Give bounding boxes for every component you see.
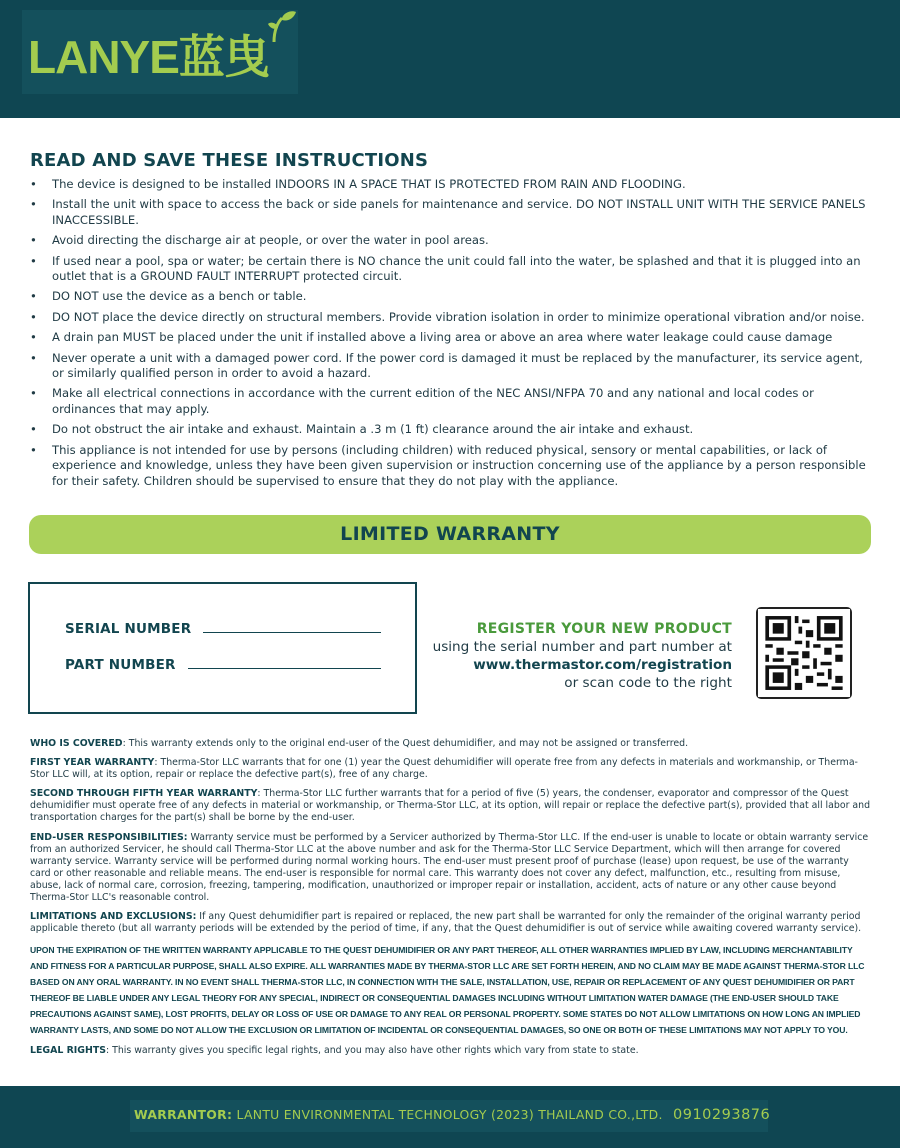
term-end-user: END-USER RESPONSIBILITIES: Warranty service must be performed by a Servicer authorized by Therma-Stor LLC. If the end-user is unable to locate or obtain warranty service from an authorized Servicer, he should call Therma-Stor LLC at the above number and ask for the Therma-Stor LLC Service Department, which will then arrange for covered warranty service. Warranty service will be performed during normal working hours. The end-user must present proof of purchase (lease) upon request, be use of the warranty card or other reasonable and reliable means. The end-user is responsible for normal care. This warranty does not cover any defect, malfunction, etc., resulting from misuse, abuse, lack of normal care, corrosion, freezing, tampering, modification, unauthorized or improper repair or installation, accident, acts of nature or any other cause beyond Therma-Stor LLC's reasonable control. <box>30 831 869 904</box>
list-item: • The device is designed to be installed INDOORS IN A SPACE THAT IS PROTECTED FROM RAIN AND FLOODING. <box>30 177 875 192</box>
qr-code-icon <box>758 609 850 697</box>
list-item: • Do not obstruct the air intake and exhaust. Maintain a .3 m (1 ft) clearance around the air intake and exhaust. <box>30 422 875 437</box>
logo-text: LANYE <box>28 31 179 83</box>
register-line-3: or scan code to the right <box>564 675 732 691</box>
part-number-blank[interactable] <box>188 659 381 669</box>
register-title: REGISTER YOUR NEW PRODUCT <box>476 621 732 637</box>
brand-logo <box>22 10 298 94</box>
leaf-icon <box>268 10 298 44</box>
serial-number-label: SERIAL NUMBER <box>65 621 192 637</box>
logo-wordmark <box>28 31 269 83</box>
warranty-terms <box>30 738 872 1064</box>
register-line-1: using the serial number and part number at <box>432 639 732 655</box>
warrantor-line <box>134 1107 770 1123</box>
list-item: • DO NOT use the device as a bench or table. <box>30 289 875 304</box>
list-item: • This appliance is not intended for use by persons (including children) with reduced physical, sensory or mental capabilities, or lack of experience and knowledge, unless they have been given supervision or instruction concerning use of the appliance by a person responsible for their safety. Children should be supervised to ensure that they do not play with the appliance. <box>30 443 875 489</box>
term-first-year: FIRST YEAR WARRANTY: Therma-Stor LLC warrants that for one (1) year the Quest dehumidifier will operate free from any defects in materials and workmanship, or Therma-Stor LLC will, at its option, repair or replace the defective part(s), free of any charge. <box>30 757 858 781</box>
warrantor-company: LANTU ENVIRONMENTAL TECHNOLOGY (2023) THAILAND CO.,LTD. <box>236 1107 663 1122</box>
list-item: • A drain pan MUST be placed under the unit if installed above a living area or above an area where water leakage could cause damage <box>30 330 875 345</box>
list-item: • Never operate a unit with a damaged power cord. If the power cord is damaged it must be replaced by the manufacturer, its service agent, or similarly qualified person in order to avoid a hazard. <box>30 351 875 382</box>
instructions-list <box>30 177 875 494</box>
serial-number-field[interactable] <box>65 621 381 637</box>
term-disclaimer: UPON THE EXPIRATION OF THE WRITTEN WARRANTY APPLICABLE TO THE QUEST DEHUMIDIFIER OR ANY PART THEREOF, ALL OTHER WARRANTIES IMPLIED BY LAW, INCLUDING MERCHANTABILITY AND FITNESS FOR A PARTICULAR PURPOSE, SHALL ALSO EXPIRE. ALL WARRANTIES MADE BY THERMA-STOR LLC ARE SET FORTH HEREIN, AND NO CLAIM MAY BE MADE AGAINST THERMA-STOR LLC BASED ON ANY ORAL WARRANTY. IN NO EVENT SHALL THERMA-STOR LLC, IN CONNECTION WITH THE SALE, INSTALLATION, USE, REPAIR OR REPLACEMENT OF ANY QUEST DEHUMIDIFIER OR PART THEREOF BE LIABLE UNDER ANY LEGAL THEORY FOR ANY SPECIAL, INDIRECT OR CONSEQUENTIAL DAMAGES INCLUDING WITHOUT LIMITATION WATER DAMAGE (THE END-USER SHOULD TAKE PRECAUTIONS AGAINST SAME), LOST PROFITS, DELAY OR LOSS OF USE OR DAMAGE TO ANY REAL OR PERSONAL PROPERTY. SOME STATES DO NOT ALLOW LIMITATIONS ON HOW LONG AN IMPLIED WARRANTY LASTS, AND SOME DO NOT ALLOW THE EXCLUSION OR LIMITATION OF INCIDENTAL OR CONSEQUENTIAL DAMAGES, SO ONE OR BOTH OF THESE LIMITATIONS MAY NOT APPLY TO YOU. <box>30 945 865 1036</box>
term-legal-rights: LEGAL RIGHTS: This warranty gives you specific legal rights, and you may also have other rights which vary from state to state. <box>30 1045 639 1057</box>
list-item: • Install the unit with space to access the back or side panels for maintenance and service. DO NOT INSTALL UNIT WITH THE SERVICE PANELS INACCESSIBLE. <box>30 197 875 228</box>
list-item: • Make all electrical connections in accordance with the current edition of the NEC ANSI/NFPA 70 and any national and local codes or ordinances that may apply. <box>30 386 875 417</box>
qr-code[interactable] <box>756 607 852 699</box>
term-limitations: LIMITATIONS AND EXCLUSIONS: If any Quest dehumidifier part is repaired or replaced, the new part shall be warranted for only the remainder of the original warranty period applicable thereto (but all warranty periods will be extended by the period of time, if any, that the Quest dehumidifier is out of service while awaiting covered warranty service). <box>30 911 862 935</box>
part-number-label: PART NUMBER <box>65 657 176 673</box>
term-who-covered: WHO IS COVERED: This warranty extends only to the original end-user of the Quest dehumidifier, and may not be assigned or transferred. <box>30 738 689 749</box>
warrantor-box <box>130 1100 771 1132</box>
list-item: • DO NOT place the device directly on structural members. Provide vibration isolation in order to minimize operational vibration and/or noise. <box>30 310 875 325</box>
register-url-link[interactable]: www.thermastor.com/registration <box>473 657 732 673</box>
term-second-fifth-year: SECOND THROUGH FIFTH YEAR WARRANTY: Therma-Stor LLC further warrants that for a period of five (5) years, the condenser, evaporator and compressor of the Quest dehumidifier must operate free of any defects in material or workmanship, or Therma-Stor LLC, at its option, will repair or replace the defective part(s), provided that all labor and transportation charges for the part(s) shall be borne by the end-user. <box>30 788 871 824</box>
serial-number-box <box>28 582 417 714</box>
warrantor-label: WARRANTOR: <box>134 1107 233 1122</box>
instructions-title: READ AND SAVE THESE INSTRUCTIONS <box>30 150 429 171</box>
header-banner <box>0 0 900 118</box>
serial-number-blank[interactable] <box>203 623 381 633</box>
list-item: • If used near a pool, spa or water; be certain there is NO chance the unit could fall into the water, be splashed and that it is plugged into an outlet that is a GROUND FAULT INTERRUPT protected circuit. <box>30 254 875 285</box>
part-number-field[interactable] <box>65 657 381 673</box>
warrantor-phone[interactable]: 0910293876 <box>673 1107 771 1123</box>
warranty-title-bar: LIMITED WARRANTY <box>29 515 871 554</box>
footer-banner <box>0 1086 900 1148</box>
register-block <box>433 620 732 692</box>
list-item: • Avoid directing the discharge air at people, or over the water in pool areas. <box>30 233 875 248</box>
logo-cn-text: 蓝曳 <box>178 31 269 83</box>
